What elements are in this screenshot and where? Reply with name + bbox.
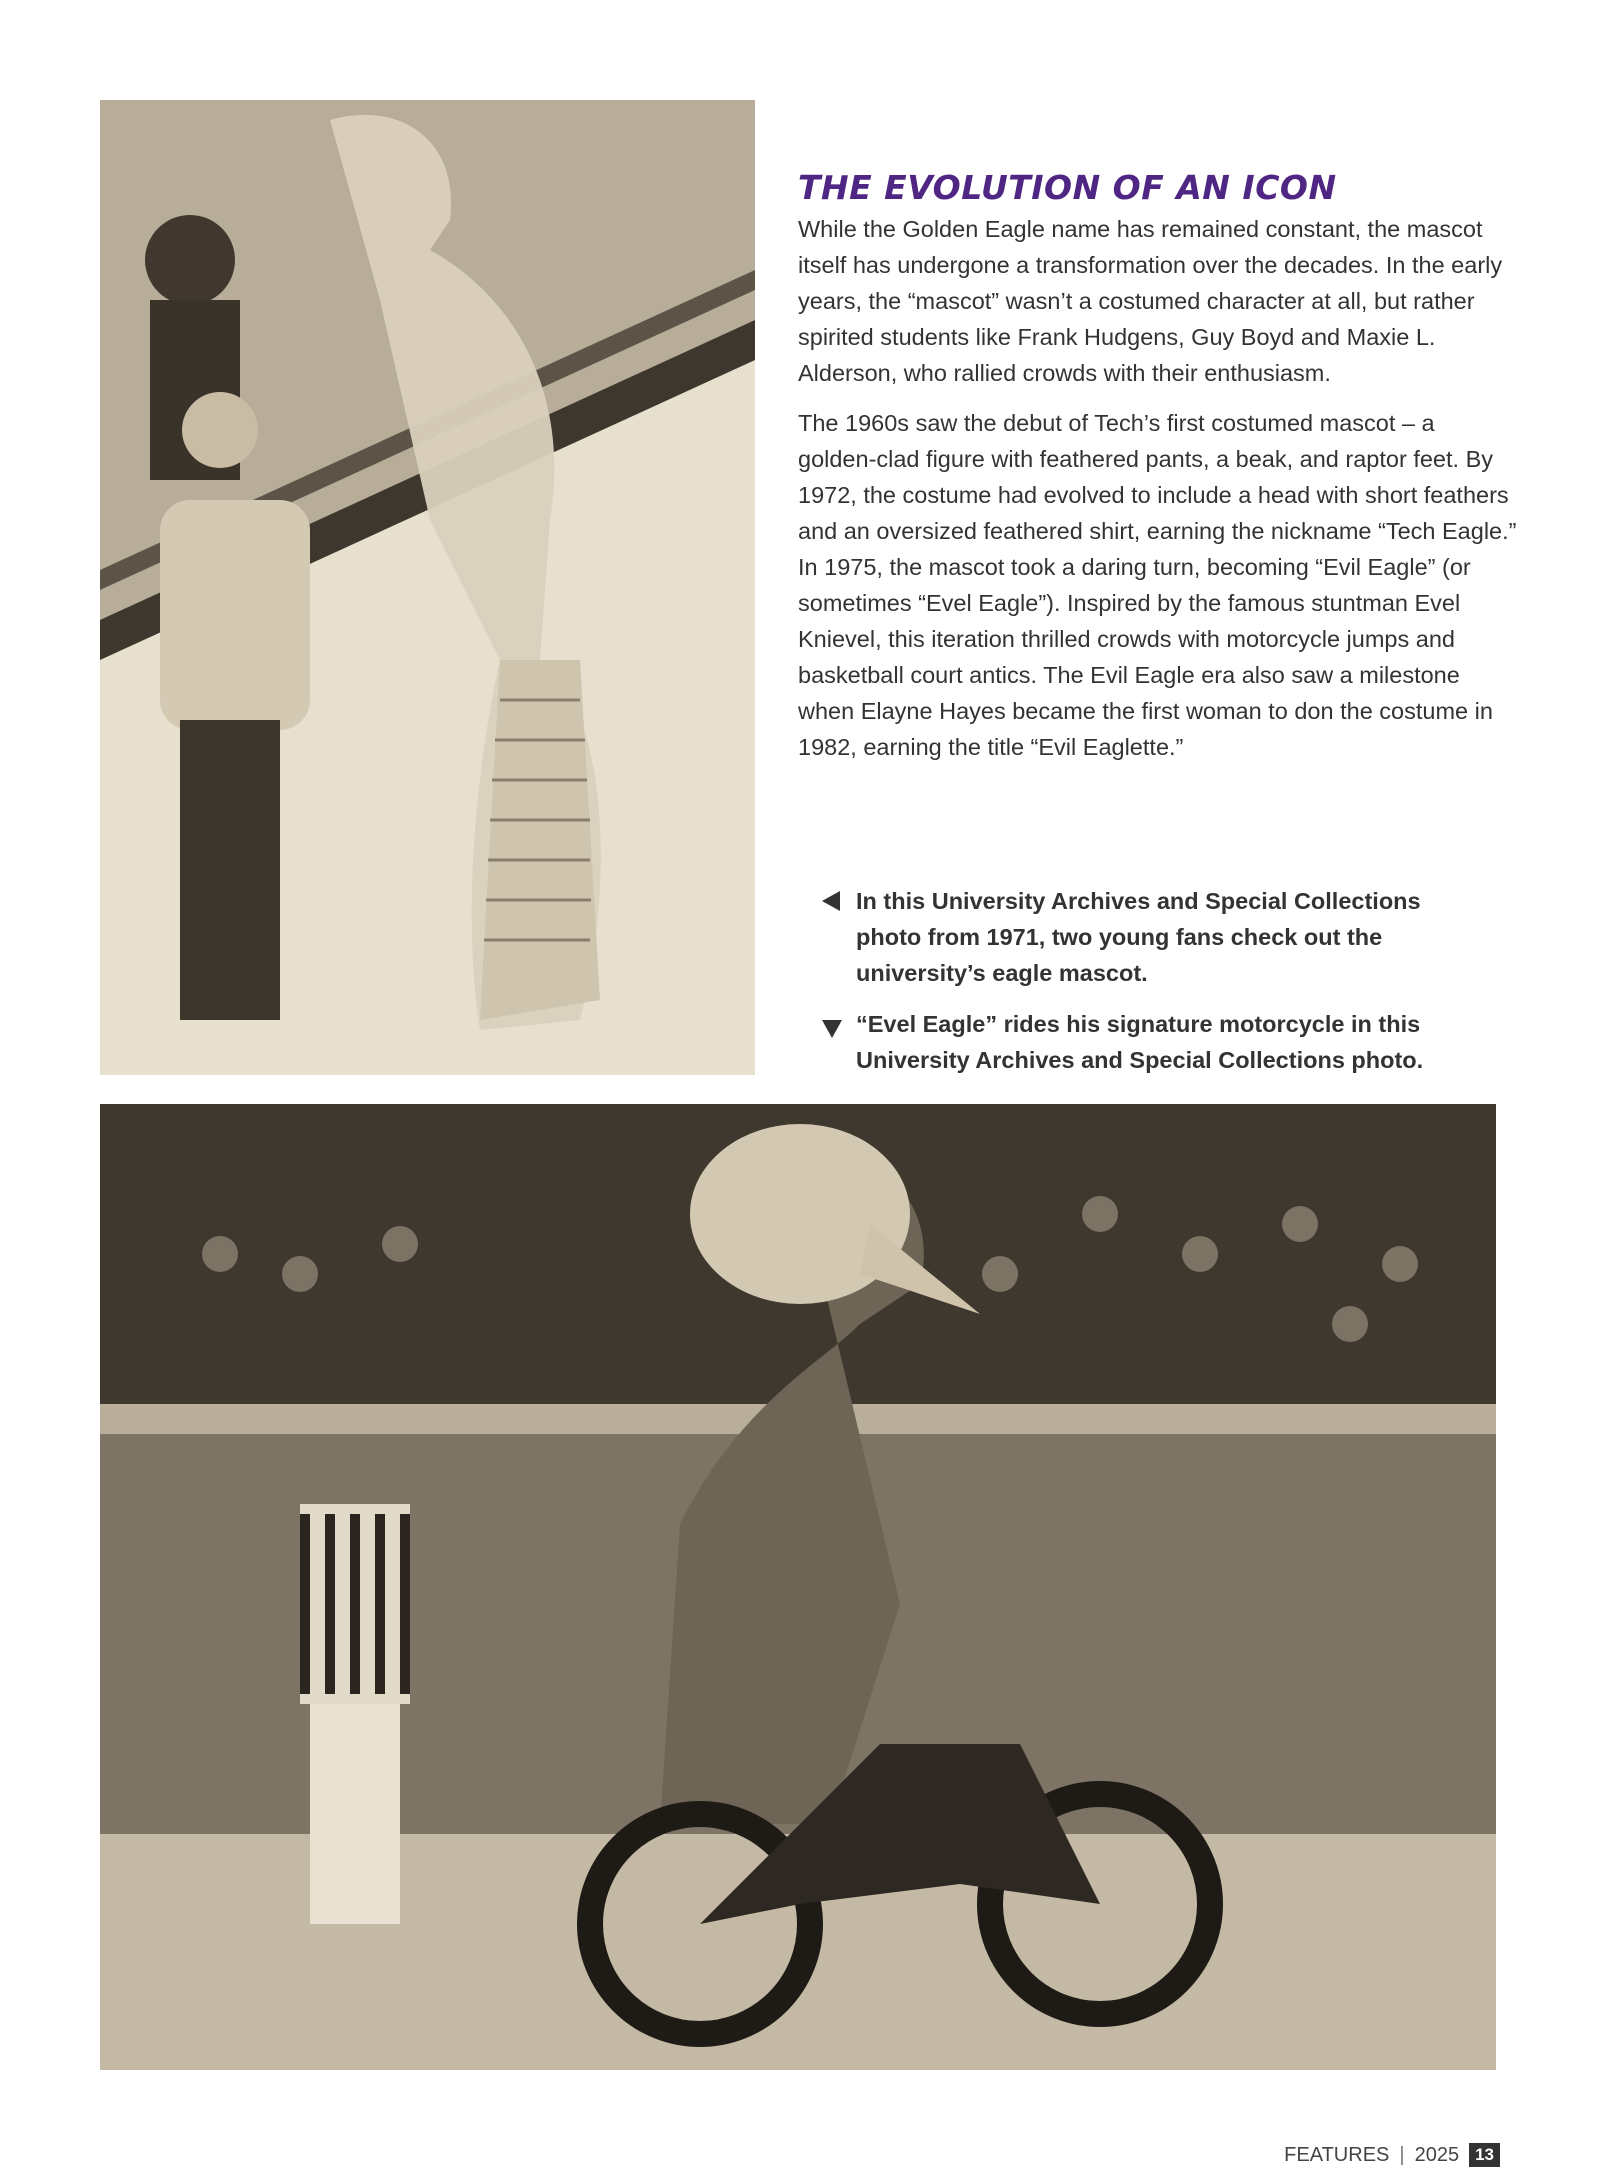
footer-section: FEATURES xyxy=(1284,2143,1390,2166)
caption-bottom-photo xyxy=(822,1006,1482,1078)
photo-evel-eagle-motorcycle xyxy=(100,1104,1496,2070)
arrow-left-icon xyxy=(822,891,840,911)
article xyxy=(798,168,1518,779)
photo-fans-with-mascot xyxy=(100,100,755,1075)
caption-text: In this University Archives and Special Collections photo from 1971, two young fans check out the university’s eagle mascot. xyxy=(856,888,1421,986)
caption-text: “Evel Eagle” rides his signature motorcycle in this University Archives and Special Collections photo. xyxy=(856,1011,1424,1073)
footer-separator: | xyxy=(1399,2143,1405,2166)
article-paragraph: While the Golden Eagle name has remained constant, the mascot itself has undergone a transformation over the decades. In the early years, the “mascot” wasn’t a costumed character at all, but rather spirited students like Frank Hudgens, Guy Boyd and Maxie L. Alderson, who rallied crowds with their enthusiasm. xyxy=(798,216,1503,386)
arrow-down-icon xyxy=(822,1020,842,1038)
page-footer xyxy=(1284,2143,1500,2167)
article-paragraph: The 1960s saw the debut of Tech’s first costumed mascot – a golden-clad figure with feathered pants, a beak, and raptor feet. By 1972, the costume had evolved to include a head with short feathers and an oversized feathered shirt, earning the nickname “Tech Eagle.” In 1975, the mascot took a daring turn, becoming “Evil Eagle” (or sometimes “Evel Eagle”). Inspired by the famous stuntman Evel Knievel, this iteration thrilled crowds with motorcycle jumps and basketball court antics. The Evil Eagle era also saw a milestone when Elayne Hayes became the first woman to don the costume in 1982, earning the title “Evil Eaglette.” xyxy=(798,410,1517,760)
photo-captions xyxy=(822,883,1482,1093)
photo-evel-eagle-illustration xyxy=(100,1104,1496,2070)
footer-year: 2025 xyxy=(1414,2143,1460,2166)
photo-fans-with-mascot-illustration xyxy=(100,100,755,1075)
caption-top-photo xyxy=(822,883,1482,991)
page-number: 13 xyxy=(1469,2143,1500,2167)
article-heading: THE EVOLUTION OF AN ICON xyxy=(798,168,1337,207)
